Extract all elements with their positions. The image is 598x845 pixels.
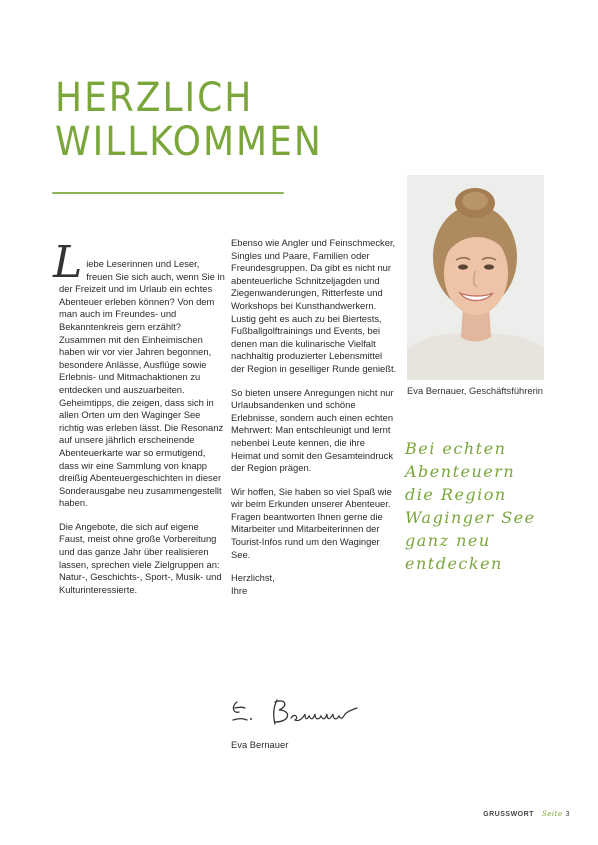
quote-line-6: entdecken — [405, 554, 503, 573]
title-divider — [52, 192, 284, 194]
drop-cap: L — [53, 237, 83, 288]
closing-line-2: Ihre — [231, 584, 248, 596]
audience-paragraph: Ebenso wie Angler und Feinschmecker, Singles und Paare, Familien oder Freundesgruppen. Da gibt es nicht nur abenteuerliche Schnitzeljagden und Ziegenwanderungen, Ritterfeste und Workshops bei Kunsthandwerkern. Lustig geht es auch zu bei Biertests, Fußballgolftrainings und Events, bei denen man die kulinarische Vielfalt nachhaltig produzierter Lebensmittel der Region in geselliger Runde genießt. — [231, 237, 397, 374]
section-label: GRUSSWORT — [483, 811, 534, 818]
quote-line-3: die Region — [405, 485, 507, 504]
title-line-1: HERZLICH — [55, 75, 254, 121]
quote-line-2: Abenteuern — [405, 462, 516, 481]
contact-paragraph: Wir hoffen, Sie haben so viel Spaß wie wir beim Erkunden unserer Abenteuer. Fragen beantworten Ihnen gerne die Mitarbeiter und Mitarbeiterinnen der Tourist-Infos rund um den Waginger See. — [231, 485, 392, 560]
pull-quote — [405, 437, 575, 575]
text-column-2 — [231, 237, 397, 608]
text-column-1 — [53, 237, 225, 607]
quote-line-1: Bei echten — [405, 439, 507, 458]
photo-caption: Eva Bernauer, Geschäftsführerin — [407, 385, 544, 396]
page-number: 3 — [565, 811, 570, 818]
page-title — [55, 76, 323, 164]
seite-label: Seite — [541, 810, 563, 818]
offers-paragraph: Die Angebote, die sich auf eigene Faust, meist ohne große Vorbereitung und das ganze Jahr über realisieren lassen, sprechen viele Zielgruppen an: Natur-, Geschichts-, Sport-, Musik- und Kulturinteressierte. — [59, 520, 222, 595]
intro-text: iebe Leserinnen und Leser, freuen Sie sich auch, wenn Sie in der Freizeit und im Urlaub ein echtes Abenteuer erleben können? Von dem man auch im Freundes- und Bekanntenkreis gern erzählt? Zusammen mit den Einheimischen haben wir vor vier Jahren begonnen, besondere Anlässe, Ausflüge sowie Erlebnis- und Mitmachaktionen zu entdecken und auszuarbeiten. Geheimtipps, die zeigen, dass sich in allen Orten um den Waginger See richtig was erleben lässt. Die Resonanz auf unsere jährlich erscheinende Abenteuerkarte war so ermutigend, dass wir eine Sammlung von knapp dreißig Abenteuergeschichten in dieser Sonderausgabe neu zusammengestellt haben. — [59, 258, 225, 509]
quote-line-4: Waginger See — [405, 508, 536, 527]
portrait-photo — [407, 175, 544, 380]
value-paragraph: So bieten unsere Anregungen nicht nur Urlaubsandenken und schöne Erlebnisse, sondern auch einen echten Mehrwert: Man entschleunigt und lernt nebenbei Leute kennen, die ihre Heimat und somit den Gesamteindruck der Region prägen. — [231, 386, 394, 474]
signer-name: Eva Bernauer — [231, 739, 289, 750]
title-line-2: WILLKOMMEN — [55, 119, 323, 165]
handwritten-signature — [229, 696, 379, 730]
page-footer — [483, 810, 570, 818]
portrait-image — [407, 175, 544, 380]
closing — [231, 572, 397, 597]
intro-paragraph — [53, 237, 225, 510]
quote-line-5: ganz neu — [405, 531, 491, 550]
closing-line-1: Herzlichst, — [231, 572, 275, 584]
